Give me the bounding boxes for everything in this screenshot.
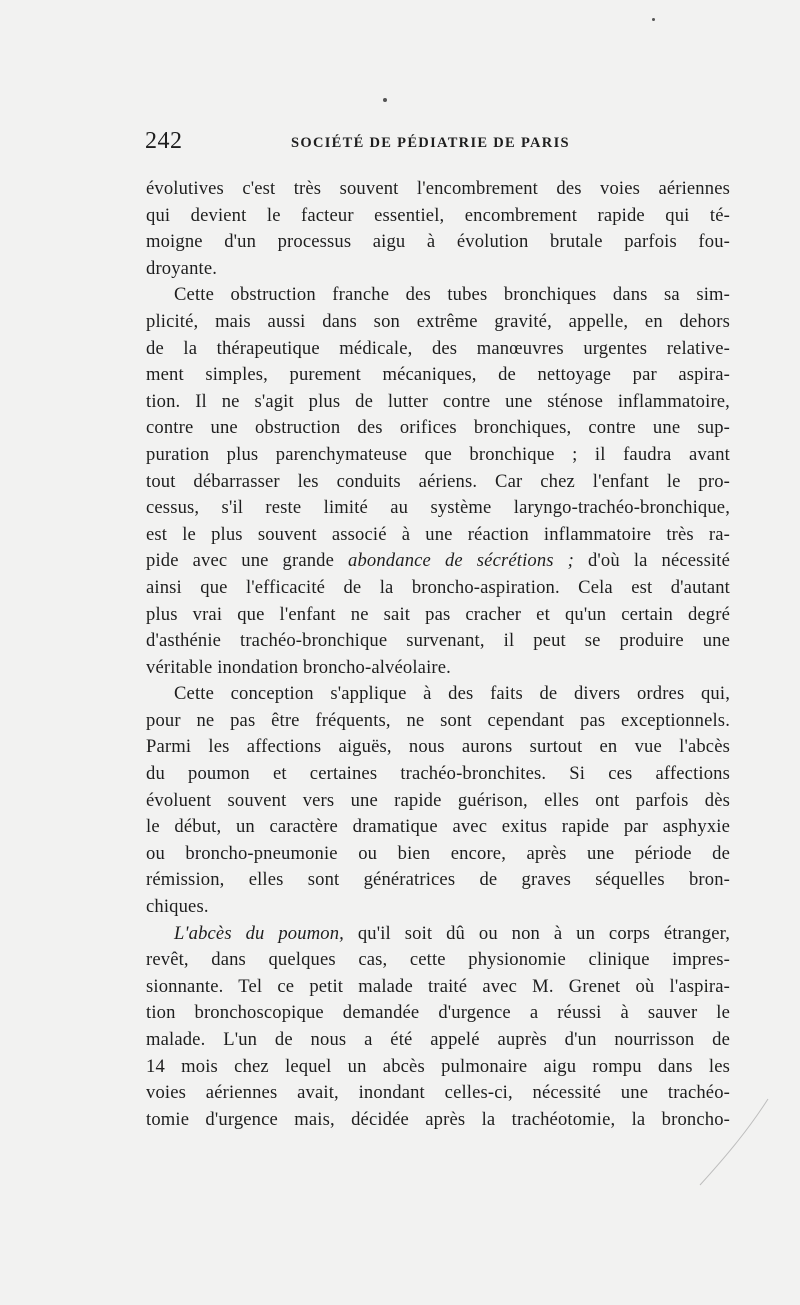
text-line: moigne d'un processus aigu à évolution brutale parfois fou- [146,231,730,253]
text-line: revêt, dans quelques cas, cette physionomie clinique impres- [146,949,730,971]
body-text [146,176,730,1133]
text-line: plus vrai que l'enfant ne sait pas cracher et qu'un certain degré [146,603,730,625]
paper-speck [383,98,387,102]
paper-speck [652,18,655,21]
text-line: malade. L'un de nous a été appelé auprès d'un nourrisson de [146,1029,730,1050]
text-line: contre une obstruction des orifices bronchiques, contre une sup- [146,417,730,439]
text-line: Parmi les affections aiguës, nous aurons surtout en vue l'abcès [146,736,730,758]
text-line: cessus, s'il reste limité au système laryngo-trachéo-bronchique, [146,497,730,519]
emphasis-text: abondance de sécrétions ; [348,550,574,572]
running-header [145,128,730,162]
page-number: 242 [145,128,183,154]
text-line: du poumon et certaines trachéo-bronchites. Si ces affections [146,763,730,785]
text-line: véritable inondation broncho-alvéolaire. [146,656,451,678]
paper-crease-mark [680,1097,770,1187]
text-segment: pide avec une grande [146,550,349,572]
text-line: puration plus parenchymateuse que bronchique ; il faudra avant [146,443,730,465]
text-line: est le plus souvent associé à une réaction inflammatoire très ra- [146,523,730,545]
text-line: ainsi que l'efficacité de la broncho-aspiration. Cela est d'autant [146,576,730,598]
text-line: d'asthénie trachéo-bronchique survenant, il peut se produire une [146,630,730,652]
text-segment: d'où la nécessité [574,550,730,572]
text-line: tomie d'urgence mais, décidée après la trachéotomie, la broncho- [146,1108,730,1130]
text-segment: qu'il soit dû ou non à un corps étranger, [343,922,730,944]
text-line [146,548,730,575]
text-line: rémission, elles sont génératrices de graves séquelles bron- [146,869,730,891]
text-line: sionnante. Tel ce petit malade traité avec M. Grenet où l'aspira- [146,975,730,997]
text-line: de la thérapeutique médicale, des manœuvres urgentes relative- [146,337,730,359]
text-line: tion. Il ne s'agit plus de lutter contre une sténose inflammatoire, [146,390,730,412]
text-line: droyante. [146,257,218,279]
emphasis-text: L'abcès du poumon, [174,922,344,944]
text-line: tout débarrasser les conduits aériens. Car chez l'enfant le pro- [146,470,730,492]
text-line: évolutives c'est très souvent l'encombrement des voies aériennes [146,178,730,199]
text-line: ment simples, purement mécaniques, de nettoyage par aspira- [146,364,730,386]
text-line: qui devient le facteur essentiel, encombrement rapide qui té- [146,204,730,226]
running-title: SOCIÉTÉ DE PÉDIATRIE DE PARIS [291,135,570,151]
text-line: évoluent souvent vers une rapide guérison, elles ont parfois dès [146,789,730,811]
paragraph-first-line: Cette obstruction franche des tubes bronchiques dans sa sim- [174,284,730,306]
text-line: voies aériennes avait, inondant celles-ci, nécessité une trachéo- [146,1082,730,1104]
text-line: plicité, mais aussi dans son extrême gravité, appelle, en dehors [146,310,730,332]
text-line: pour ne pas être fréquents, ne sont cependant pas exceptionnels. [146,709,730,731]
paragraph-first-line: Cette conception s'applique à des faits de divers ordres qui, [174,683,730,705]
text-line: 14 mois chez lequel un abcès pulmonaire aigu rompu dans les [146,1055,730,1077]
text-line: ou broncho-pneumonie ou bien encore, après une période de [146,842,730,864]
text-line: tion bronchoscopique demandée d'urgence a réussi à sauver le [146,1002,730,1024]
text-line: le début, un caractère dramatique avec exitus rapide par asphyxie [146,816,730,838]
paragraph-first-line [146,921,730,948]
text-line: chiques. [146,896,209,918]
